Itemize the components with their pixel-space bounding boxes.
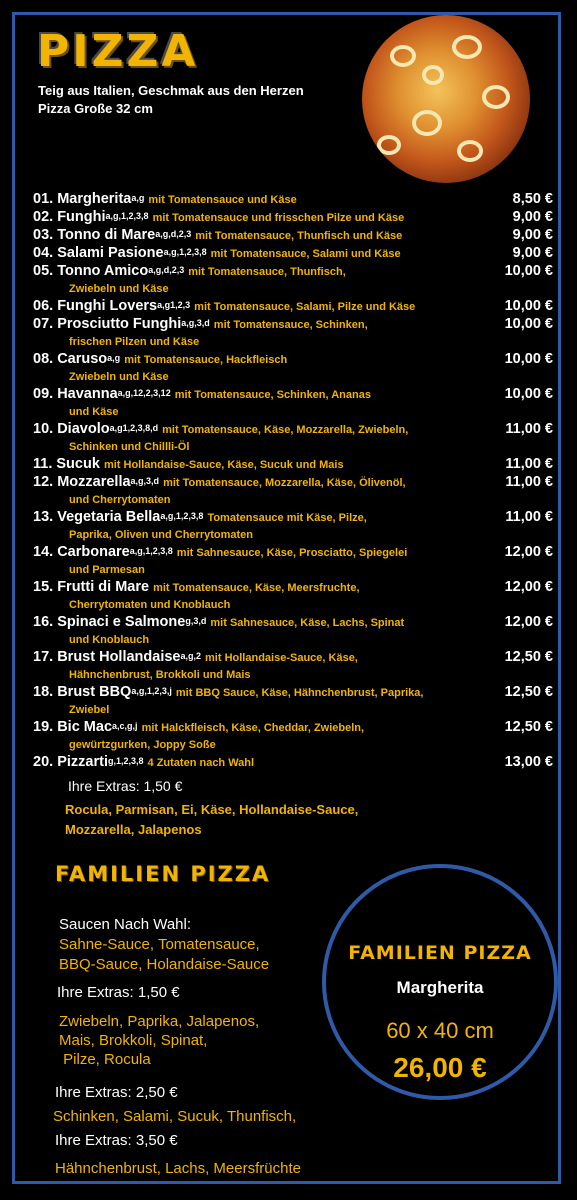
item-allergens: a,g,3,d: [130, 476, 160, 486]
item-description: mit Tomatensauce und frisschen Pilze und Käse: [152, 212, 405, 224]
extras-list: [65, 800, 358, 840]
item-name: Tonno di Mare: [57, 227, 156, 243]
item-number: 03.: [33, 227, 54, 243]
item-allergens: a,g,1,2,3,j: [131, 686, 172, 696]
tagline-origin: Teig aus Italien, Geschmak aus den Herzen: [38, 83, 304, 98]
item-description: mit Tomatensauce, Salami, Pilze und Käse: [194, 301, 416, 313]
menu-item: [33, 544, 553, 562]
item-description: mit Hollandaise-Sauce, Käse, Sucuk und Mais: [103, 459, 344, 471]
item-price: 10,00 €: [504, 351, 553, 367]
item-number: 17.: [33, 649, 54, 665]
item-price: 10,00 €: [504, 316, 553, 332]
item-description-continued: frischen Pilzen und Käse: [69, 336, 200, 348]
page-title: PIZZA: [37, 26, 199, 77]
item-number: 14.: [33, 544, 54, 560]
item-description: mit Tomatensauce, Schinken, Ananas: [174, 389, 371, 401]
item-price: 10,00 €: [504, 263, 553, 279]
family-extras-1-label: Ihre Extras: 1,50 €: [57, 984, 180, 1001]
item-name: Margherita: [57, 191, 132, 207]
item-price: 11,00 €: [505, 421, 553, 437]
item-number: 11.: [33, 456, 53, 472]
menu-item: [33, 298, 553, 316]
menu-item: [33, 509, 553, 527]
offer-size: 60 x 40 cm: [386, 1018, 494, 1043]
item-price: 10,00 €: [504, 386, 553, 402]
item-price: 12,50 €: [504, 649, 553, 665]
item-price: 11,00 €: [505, 474, 553, 490]
item-allergens: a,g,1,2,3,8: [163, 247, 207, 257]
item-description-continued: gewürtzgurken, Joppy Soße: [69, 739, 216, 751]
tagline-size: Pizza Große 32 cm: [38, 101, 153, 116]
family-extras-2-list: Schinken, Salami, Sucuk, Thunfisch,: [53, 1108, 297, 1125]
offer-price: 26,00 €: [393, 1052, 487, 1083]
item-allergens: a,g,d,2,3: [155, 229, 192, 239]
item-price: 13,00 €: [504, 754, 553, 770]
menu-item: [33, 227, 553, 245]
offer-title: FAMILIEN PIZZA: [348, 942, 532, 964]
item-price: 10,00 €: [504, 298, 553, 314]
item-number: 19.: [33, 719, 54, 735]
menu-item: [33, 614, 553, 632]
extras-line: Zwiebeln, Paprika, Jalapenos,: [59, 1013, 260, 1030]
item-description-continued: Cherrytomaten und Knoblauch: [69, 599, 231, 611]
item-description: mit Tomatensauce, Käse, Mozzarella, Zwiebeln,: [162, 424, 409, 436]
item-name: Mozzarella: [57, 474, 131, 490]
menu-item: [33, 579, 553, 597]
item-price: 9,00 €: [512, 245, 553, 261]
item-number: 13.: [33, 509, 54, 525]
item-description-continued: Zwiebel: [69, 704, 110, 716]
item-description: mit Tomatensauce, Thunfisch und Käse: [195, 230, 403, 242]
item-number: 07.: [33, 316, 54, 332]
menu-item: [33, 351, 553, 369]
item-description: mit Tomatensauce, Käse, Meersfruchte,: [153, 582, 360, 594]
pizza-photo: [362, 15, 530, 183]
sauce-label: Saucen Nach Wahl:: [59, 916, 192, 933]
item-allergens: a,g,1,2,3,8: [105, 211, 149, 221]
menu-item: [33, 316, 553, 334]
extras-line: Mais, Brokkoli, Spinat,: [59, 1032, 208, 1049]
item-description-continued: Schinken und Chillli-Öl: [69, 441, 190, 453]
item-name: Pizzarti: [57, 754, 108, 770]
item-name: Carbonare: [57, 544, 130, 560]
item-number: 09.: [33, 386, 54, 402]
item-price: 12,00 €: [504, 614, 553, 630]
item-name: Caruso: [57, 351, 108, 367]
item-allergens: a,g,1,2,3,8: [129, 546, 173, 556]
item-allergens: a,g1,2,3,8,d: [109, 423, 159, 433]
item-price: 12,00 €: [504, 579, 553, 595]
item-description: mit Tomatensauce, Hackfleisch: [124, 354, 288, 366]
item-description: Tomatensauce mit Käse, Pilze,: [207, 512, 367, 524]
item-name: Sucuk: [56, 456, 100, 472]
item-price: 11,00 €: [505, 456, 553, 472]
family-offer-badge: [322, 864, 558, 1100]
item-price: 12,50 €: [504, 719, 553, 735]
item-name: Brust Hollandaise: [57, 649, 181, 665]
item-allergens: a,g: [131, 193, 145, 203]
item-description: 4 Zutaten nach Wahl: [147, 757, 255, 769]
item-description-continued: und Parmesan: [69, 564, 145, 576]
family-pizza-title: FAMILIEN PIZZA: [55, 862, 271, 886]
item-price: 8,50 €: [512, 191, 553, 207]
sauce-line: Sahne-Sauce, Tomatensauce,: [59, 936, 260, 953]
tagline: [38, 82, 304, 118]
item-name: Havanna: [57, 386, 118, 402]
item-number: 18.: [33, 684, 54, 700]
item-price: 12,00 €: [504, 544, 553, 560]
item-number: 10.: [33, 421, 54, 437]
item-description-continued: und Käse: [69, 406, 119, 418]
item-name: Bic Mac: [57, 719, 113, 735]
menu-item: [33, 245, 553, 263]
item-number: 15.: [33, 579, 54, 595]
item-description: mit Sahnesauce, Käse, Prosciatto, Spiegelei: [176, 547, 408, 559]
extras-line: Pilze, Rocula: [59, 1051, 151, 1068]
item-description: mit Tomatensauce, Salami und Käse: [210, 248, 401, 260]
item-description: mit Tomatensauce und Käse: [148, 194, 297, 206]
item-number: 20.: [33, 754, 54, 770]
menu-item: [33, 263, 553, 281]
item-description-continued: Paprika, Oliven und Cherrytomaten: [69, 529, 253, 541]
item-allergens: a,g,1,2,3,8: [160, 511, 204, 521]
item-description-continued: Zwiebeln und Käse: [69, 371, 169, 383]
item-description-continued: und Knoblauch: [69, 634, 150, 646]
extras-line: Mozzarella, Jalapenos: [65, 822, 202, 837]
item-description: mit Tomatensauce, Thunfisch,: [188, 266, 346, 278]
item-name: Brust BBQ: [57, 684, 132, 700]
menu-item: [33, 684, 553, 702]
family-extras-2-label: Ihre Extras: 2,50 €: [55, 1084, 178, 1101]
item-description: mit Tomatensauce, Mozzarella, Käse, Ölivenöl,: [163, 477, 406, 489]
item-allergens: a,g: [107, 353, 121, 363]
item-description: mit Sahnesauce, Käse, Lachs, Spinat: [210, 617, 405, 629]
item-allergens: a,c,g,j: [112, 721, 138, 731]
item-number: 01.: [33, 191, 54, 207]
item-allergens: a,g1,2,3: [157, 300, 191, 310]
item-name: Frutti di Mare: [57, 579, 150, 595]
item-number: 06.: [33, 298, 54, 314]
item-description: mit Tomatensauce, Schinken,: [213, 319, 368, 331]
item-allergens: a,g,12,2,3,12: [117, 388, 171, 398]
item-price: 12,50 €: [504, 684, 553, 700]
item-name: Diavolo: [57, 421, 110, 437]
item-description-continued: und Cherrytomaten: [69, 494, 171, 506]
item-allergens: a,g,2: [180, 651, 201, 661]
menu-item: [33, 209, 553, 227]
item-description: mit Halckfleisch, Käse, Cheddar, Zwiebeln,: [141, 722, 365, 734]
item-price: 9,00 €: [512, 227, 553, 243]
item-name: Funghi Lovers: [57, 298, 158, 314]
sauce-section: [59, 915, 269, 975]
menu-item: [33, 456, 553, 474]
item-description-continued: Hähnchenbrust, Brokkoli und Mais: [69, 669, 251, 681]
item-name: Prosciutto Funghi: [57, 316, 182, 332]
menu-item: [33, 421, 553, 439]
item-description-continued: Zwiebeln und Käse: [69, 283, 169, 295]
family-extras-3-list: Hähnchenbrust, Lachs, Meersfrüchte: [55, 1160, 301, 1177]
item-number: 05.: [33, 263, 54, 279]
item-name: Vegetaria Bella: [57, 509, 161, 525]
menu-item: [33, 754, 553, 772]
item-number: 12.: [33, 474, 54, 490]
item-name: Tonno Amico: [57, 263, 149, 279]
item-number: 04.: [33, 245, 54, 261]
menu-item: [33, 649, 553, 667]
menu-item: [33, 191, 553, 209]
menu-item: [33, 386, 553, 404]
item-description: mit Hollandaise-Sauce, Käse,: [205, 652, 358, 664]
menu-item: [33, 474, 553, 492]
item-allergens: g,3,d: [185, 616, 207, 626]
sauce-line: BBQ-Sauce, Holandaise-Sauce: [59, 956, 270, 973]
item-price: 11,00 €: [505, 509, 553, 525]
extras-price-label: Ihre Extras: 1,50 €: [68, 778, 183, 794]
item-allergens: g,1,2,3,8: [107, 756, 144, 766]
item-number: 02.: [33, 209, 54, 225]
menu-item: [33, 719, 553, 737]
item-number: 16.: [33, 614, 54, 630]
item-name: Funghi: [57, 209, 106, 225]
family-extras-3-label: Ihre Extras: 3,50 €: [55, 1132, 178, 1149]
item-price: 9,00 €: [512, 209, 553, 225]
item-allergens: a,g,3,d: [181, 318, 210, 328]
offer-name: Margherita: [396, 978, 484, 997]
item-number: 08.: [33, 351, 54, 367]
item-name: Spinaci e Salmone: [57, 614, 186, 630]
item-allergens: a,g,d,2,3: [148, 265, 185, 275]
family-extras-1-list: [59, 1012, 259, 1069]
item-name: Salami Pasione: [57, 245, 164, 261]
pizza-menu-list: [33, 191, 553, 772]
item-description: mit BBQ Sauce, Käse, Hähnchenbrust, Paprika,: [175, 687, 424, 699]
extras-line: Rocula, Parmisan, Ei, Käse, Hollandaise-Sauce,: [65, 802, 359, 817]
